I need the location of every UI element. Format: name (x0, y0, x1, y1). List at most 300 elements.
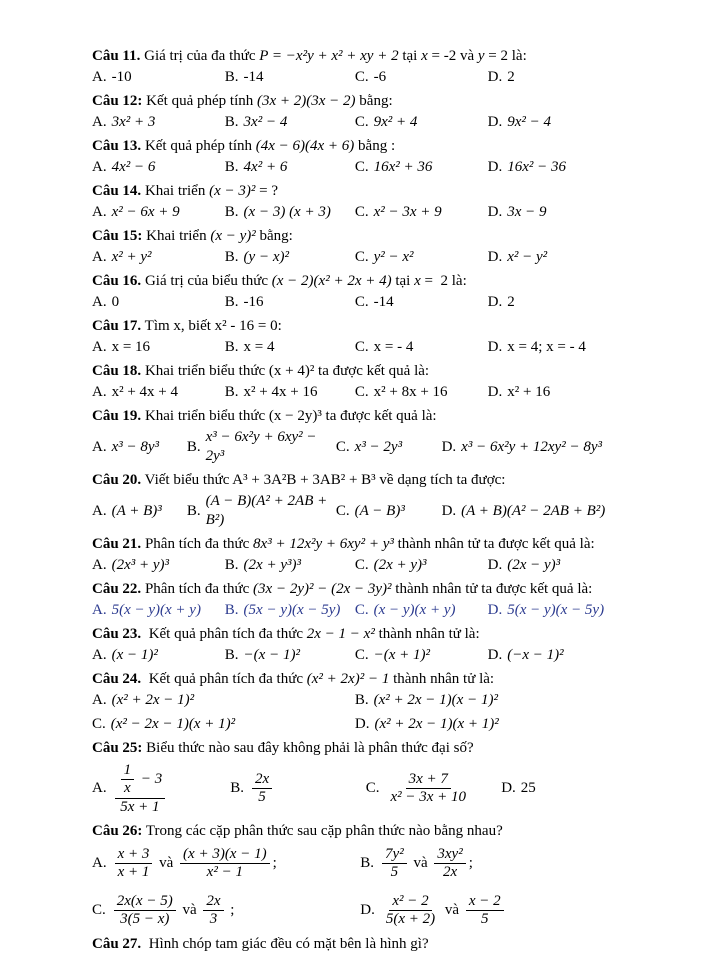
option-key: D. (487, 647, 503, 663)
option-b (225, 203, 355, 222)
options-row (92, 760, 634, 817)
denominator (383, 911, 438, 928)
question-label: Câu 27. (92, 936, 142, 952)
option-key: D. (487, 384, 503, 400)
math-text: y² − x² (373, 249, 414, 265)
numerator (389, 893, 431, 911)
math-text: 9x² − 4 (507, 114, 552, 130)
math-text: (x² + 2x − 1)(x − 1)² (373, 692, 498, 708)
option-b (225, 113, 355, 132)
fraction (434, 846, 465, 881)
denominator (387, 789, 469, 806)
math-text: x² − 6x + 9 (111, 204, 180, 220)
math-text: (x + 3)(x − 1) (183, 845, 267, 862)
option-b (225, 248, 355, 267)
question-label: Câu 13. (92, 138, 142, 154)
text: Kết quả phân tích đa thức (144, 626, 307, 642)
option-key: C. (354, 384, 369, 400)
option-key: A. (92, 502, 107, 519)
question-23 (92, 624, 634, 665)
math-text: (x² + 2x − 1)² (111, 692, 195, 708)
option-b (225, 383, 355, 402)
option-key: A. (92, 647, 107, 663)
math-text: 4x² + 6 (243, 159, 288, 175)
option-d (442, 492, 634, 530)
math-text: 2x (206, 892, 221, 909)
question-stem (92, 669, 634, 689)
math-text: (A − B)(A² + 2AB + B²) (205, 493, 331, 528)
math-text: 2x (254, 771, 270, 787)
math-text: (x − 2)(x² + 2x + 4) (271, 273, 392, 289)
math-text: 3xy² (437, 845, 463, 862)
option-key: A. (92, 159, 107, 175)
option-key: C. (354, 204, 369, 220)
text: và (155, 854, 178, 871)
math-text: 5 (258, 789, 266, 805)
math-text: 9x² + 4 (373, 114, 418, 130)
text: Giá trị của biểu thức (144, 273, 272, 289)
question-stem (92, 226, 634, 246)
math-text: (x − y)² (210, 228, 256, 244)
options-row (92, 601, 634, 620)
option-key: B. (224, 69, 239, 85)
option-key: C. (335, 502, 350, 519)
option-a (92, 338, 225, 357)
question-stem (92, 534, 634, 554)
text: thành nhân tử ta được kết quả là: (391, 581, 593, 597)
denominator (115, 864, 153, 881)
question-16 (92, 271, 634, 312)
option-key: A. (92, 602, 107, 618)
option-key: B. (230, 780, 244, 796)
math-text: x³ − 6x²y + 12xy² − 8y³ (461, 438, 602, 455)
math-text: 2x(x − 5) (116, 892, 173, 909)
text: -10 (111, 69, 132, 85)
option-key: C. (335, 438, 350, 455)
text: x² + 4x + 4 (111, 384, 179, 400)
option-key: B. (224, 294, 239, 310)
question-24 (92, 669, 634, 734)
denominator (117, 799, 162, 816)
options-row (92, 843, 634, 930)
text: bằng: (255, 228, 293, 244)
question-stem (92, 91, 634, 111)
text: 25 (520, 780, 536, 796)
question-stem (92, 46, 634, 66)
option-key: D. (487, 159, 503, 175)
denominator (121, 780, 134, 797)
question-label: Câu 20. (92, 472, 142, 488)
question-stem (92, 181, 634, 201)
math-text: 5(x + 2) (385, 910, 436, 927)
math-text: x² − 3x + 9 (373, 204, 442, 220)
math-text: x² − 2 (392, 892, 429, 909)
option-b (225, 68, 355, 87)
text: = 2 là: (420, 273, 467, 289)
option-key: A. (92, 780, 107, 796)
math-text: P = −x²y + x² + xy + 2 (259, 48, 399, 64)
text: -6 (373, 69, 387, 85)
option-key: B. (224, 602, 239, 618)
option-a (92, 492, 187, 530)
option-key: B. (360, 854, 375, 871)
text: x = 16 (111, 339, 151, 355)
question-label: Câu 17. (92, 318, 142, 334)
option-key: C. (92, 716, 106, 732)
math-text: (x² + 2x)² − 1 (306, 671, 390, 687)
math-text: x − 2 (468, 892, 501, 909)
fraction (382, 846, 407, 881)
option-a (92, 601, 225, 620)
option-key: B. (224, 384, 239, 400)
text: Tìm x, biết x² - 16 = 0: (144, 318, 282, 334)
math-text: (2x³ + y)³ (111, 557, 170, 573)
option-key: B. (224, 114, 239, 130)
option-key: D. (441, 438, 457, 455)
math-text: 3x² + 3 (111, 114, 156, 130)
question-stem (92, 624, 634, 644)
option-d (488, 601, 634, 620)
option-c (355, 646, 488, 665)
option-d (488, 338, 634, 357)
option-key: A. (92, 249, 107, 265)
option-key: B. (354, 692, 369, 708)
numerator (114, 893, 176, 911)
fraction (203, 893, 223, 928)
option-b (360, 843, 634, 883)
math-text: 5(x − y)(x + y) (111, 602, 201, 618)
option-d (501, 760, 634, 817)
option-c (366, 760, 502, 817)
option-c (355, 203, 488, 222)
option-c (92, 715, 355, 734)
math-text: − 3 (137, 771, 163, 787)
options-row (92, 428, 634, 466)
option-c (355, 383, 488, 402)
option-a (92, 293, 225, 312)
option-a (92, 428, 187, 466)
option-c (92, 890, 360, 930)
question-label: Câu 11. (92, 48, 141, 64)
option-key: D. (487, 114, 503, 130)
options-row (92, 248, 634, 267)
text: bằng : (354, 138, 396, 154)
math-text: x (124, 780, 131, 796)
math-text: 4x² − 6 (111, 159, 156, 175)
math-text: −(x + 1)² (373, 647, 431, 663)
option-key: D. (487, 69, 503, 85)
question-label: Câu 21. (92, 536, 142, 552)
denominator (117, 911, 172, 928)
option-key: D. (487, 557, 503, 573)
denominator (388, 864, 402, 881)
numerator (121, 762, 135, 780)
option-key: A. (92, 557, 107, 573)
math-text: (4x − 6)(4x + 6) (255, 138, 355, 154)
math-text: 2x (442, 863, 458, 880)
option-key: B. (186, 502, 201, 519)
math-text: (3x + 2)(3x − 2) (256, 93, 356, 109)
question-stem (92, 579, 634, 599)
question-stem (92, 271, 634, 291)
text: = -2 và (427, 48, 478, 64)
options-row (92, 556, 634, 575)
math-text: (A − B)³ (354, 502, 405, 519)
option-a (92, 691, 355, 710)
math-text: (2x + y)³ (373, 557, 427, 573)
question-14 (92, 181, 634, 222)
denominator (204, 864, 246, 881)
text: Phân tích đa thức (144, 536, 254, 552)
question-label: Câu 12: (92, 93, 143, 109)
option-key: D. (487, 602, 503, 618)
text: x = - 4 (373, 339, 414, 355)
text: -14 (373, 294, 394, 310)
option-key: D. (354, 716, 370, 732)
option-d (488, 293, 634, 312)
math-text: 5(x − y)(x − 5y) (507, 602, 605, 618)
question-label: Câu 14. (92, 183, 142, 199)
options-row (92, 158, 634, 177)
question-stem (92, 361, 634, 381)
question-11 (92, 46, 634, 87)
option-b (225, 293, 355, 312)
fraction (466, 893, 504, 928)
question-stem (92, 934, 634, 954)
option-key: C. (365, 780, 380, 796)
text: tại (391, 273, 415, 289)
option-b (225, 556, 355, 575)
fraction (115, 846, 153, 881)
math-text: (x − 3)² (209, 183, 256, 199)
math-text: (A + B)(A² − 2AB + B²) (461, 502, 606, 519)
options-row (92, 68, 634, 87)
option-b (355, 691, 634, 710)
math-text: 3x + 7 (408, 771, 448, 787)
option-key: C. (354, 339, 369, 355)
math-text: (2x + y³)³ (243, 557, 301, 573)
text: Biểu thức nào sau đây không phải là phân thức đại số? (146, 740, 474, 756)
option-key: A. (92, 384, 107, 400)
question-12 (92, 91, 634, 132)
option-key: B. (224, 647, 239, 663)
option-a (92, 113, 225, 132)
math-text: 3 (209, 910, 218, 927)
question-21 (92, 534, 634, 575)
fraction (252, 771, 272, 806)
question-label: Câu 25: (92, 740, 143, 756)
numerator (115, 761, 166, 799)
options-row (92, 113, 634, 132)
text: và (441, 901, 463, 918)
question-label: Câu 26: (92, 823, 143, 839)
question-17 (92, 316, 634, 357)
question-label: Câu 23. (92, 626, 142, 642)
math-text: x² − 1 (206, 863, 243, 880)
text: Hình chóp tam giác đều có mặt bên là hình gì? (144, 936, 429, 952)
option-a (92, 556, 225, 575)
math-text: x³ − 6x²y + 6xy² − 2y³ (205, 429, 321, 464)
math-text: x² − 3x + 10 (390, 789, 467, 805)
numerator (203, 893, 223, 911)
option-b (230, 760, 366, 817)
question-19 (92, 406, 634, 466)
math-text: 1 (123, 762, 132, 778)
text: Giá trị của đa thức (144, 48, 260, 64)
option-b (225, 338, 355, 357)
option-a (92, 248, 225, 267)
option-c (355, 338, 488, 357)
text: Trong các cặp phân thức sau cặp phân thức nào bằng nhau? (145, 823, 503, 839)
fraction (115, 761, 166, 816)
math-text: (3x − 2y)² − (2x − 3y)² (253, 581, 392, 597)
text: 0 (111, 294, 120, 310)
option-c (355, 293, 488, 312)
question-27 (92, 934, 634, 954)
numerator (466, 893, 504, 911)
math-text: (A + B)³ (111, 502, 162, 519)
text: Khai triển biểu thức (x − 2y)³ ta được kết quả là: (144, 408, 437, 424)
question-label: Câu 16. (92, 273, 142, 289)
option-key: A. (92, 692, 107, 708)
option-key: A. (92, 438, 107, 455)
text: Phân tích đa thức (144, 581, 254, 597)
math-text: x + 3 (117, 845, 150, 862)
math-text: (5x − y)(x − 5y) (243, 602, 341, 618)
text: ; (226, 901, 235, 918)
math-text: (−x − 1)² (507, 647, 564, 663)
math-text: x³ − 2y³ (354, 438, 403, 455)
option-key: D. (501, 780, 516, 796)
numerator (115, 846, 153, 864)
option-key: B. (186, 438, 201, 455)
option-key: B. (224, 339, 239, 355)
text: x = 4 (243, 339, 275, 355)
options-row (92, 691, 634, 734)
option-a (92, 843, 360, 883)
option-key: A. (92, 854, 107, 871)
text: Khai triển biểu thức (x + 4)² ta được kết quả là: (144, 363, 430, 379)
question-label: Câu 18. (92, 363, 142, 379)
text: x = 4; x = - 4 (507, 339, 586, 355)
text: Kết quả phép tính (146, 93, 257, 109)
numerator (180, 846, 270, 864)
options-row (92, 338, 634, 357)
text: 2 (507, 294, 515, 310)
option-key: A. (92, 69, 107, 85)
denominator (440, 864, 460, 881)
math-text: 5 (480, 910, 489, 927)
option-b (187, 492, 336, 530)
option-key: A. (92, 204, 107, 220)
option-key: D. (441, 502, 457, 519)
fraction (387, 771, 469, 806)
option-b (225, 646, 355, 665)
numerator (382, 846, 407, 864)
text: Khai triển (146, 228, 211, 244)
option-a (92, 68, 225, 87)
option-key: C. (354, 114, 369, 130)
question-stem (92, 738, 634, 758)
option-key: D. (360, 901, 375, 918)
math-text: (x² − 2x − 1)(x + 1)² (110, 716, 236, 732)
math-text: x + 1 (117, 863, 150, 880)
option-a (92, 203, 225, 222)
text: x² + 16 (507, 384, 551, 400)
question-20 (92, 470, 634, 530)
math-text: −(x − 1)² (243, 647, 300, 663)
math-text: 16x² + 36 (373, 159, 433, 175)
option-key: A. (92, 339, 107, 355)
text: ; (272, 854, 277, 871)
question-label: Câu 19. (92, 408, 142, 424)
math-text: (x − 3) (x + 3) (243, 204, 331, 220)
text: ; (468, 854, 473, 871)
fraction (121, 762, 135, 797)
question-stem (92, 136, 634, 156)
options-row (92, 203, 634, 222)
fraction (180, 846, 270, 881)
math-text: (y − x)² (243, 249, 289, 265)
option-d (488, 158, 634, 177)
option-key: A. (92, 114, 107, 130)
option-key: B. (224, 204, 239, 220)
option-key: D. (487, 249, 503, 265)
question-13 (92, 136, 634, 177)
option-key: C. (354, 602, 369, 618)
option-b (187, 428, 336, 466)
options-row (92, 383, 634, 402)
options-row (92, 492, 634, 530)
numerator (406, 771, 451, 789)
option-b (225, 601, 355, 620)
option-key: B. (224, 557, 239, 573)
math-text: (2x − y)³ (507, 557, 561, 573)
math-text: x² + y² (111, 249, 152, 265)
question-15 (92, 226, 634, 267)
text: Kết quả phân tích đa thức (144, 671, 307, 687)
options-row (92, 646, 634, 665)
option-key: D. (487, 294, 503, 310)
text: 2 (507, 69, 515, 85)
option-d (488, 248, 634, 267)
text: x² + 8x + 16 (373, 384, 448, 400)
math-text: y (477, 48, 485, 64)
text: -14 (243, 69, 264, 85)
option-d (488, 556, 634, 575)
text: bằng: (355, 93, 393, 109)
question-18 (92, 361, 634, 402)
option-c (355, 601, 488, 620)
text: = ? (255, 183, 278, 199)
option-key: C. (354, 294, 369, 310)
option-d (355, 715, 634, 734)
option-d (360, 890, 634, 930)
question-25 (92, 738, 634, 817)
math-text: 3x² − 4 (243, 114, 288, 130)
option-key: C. (354, 647, 369, 663)
question-label: Câu 22. (92, 581, 142, 597)
math-text: 3x − 9 (507, 204, 547, 220)
question-stem (92, 316, 634, 336)
math-text: 7y² (385, 845, 404, 862)
fraction (114, 893, 176, 928)
question-22 (92, 579, 634, 620)
option-d (488, 113, 634, 132)
option-d (442, 428, 634, 466)
option-key: B. (224, 159, 239, 175)
option-key: D. (487, 339, 503, 355)
